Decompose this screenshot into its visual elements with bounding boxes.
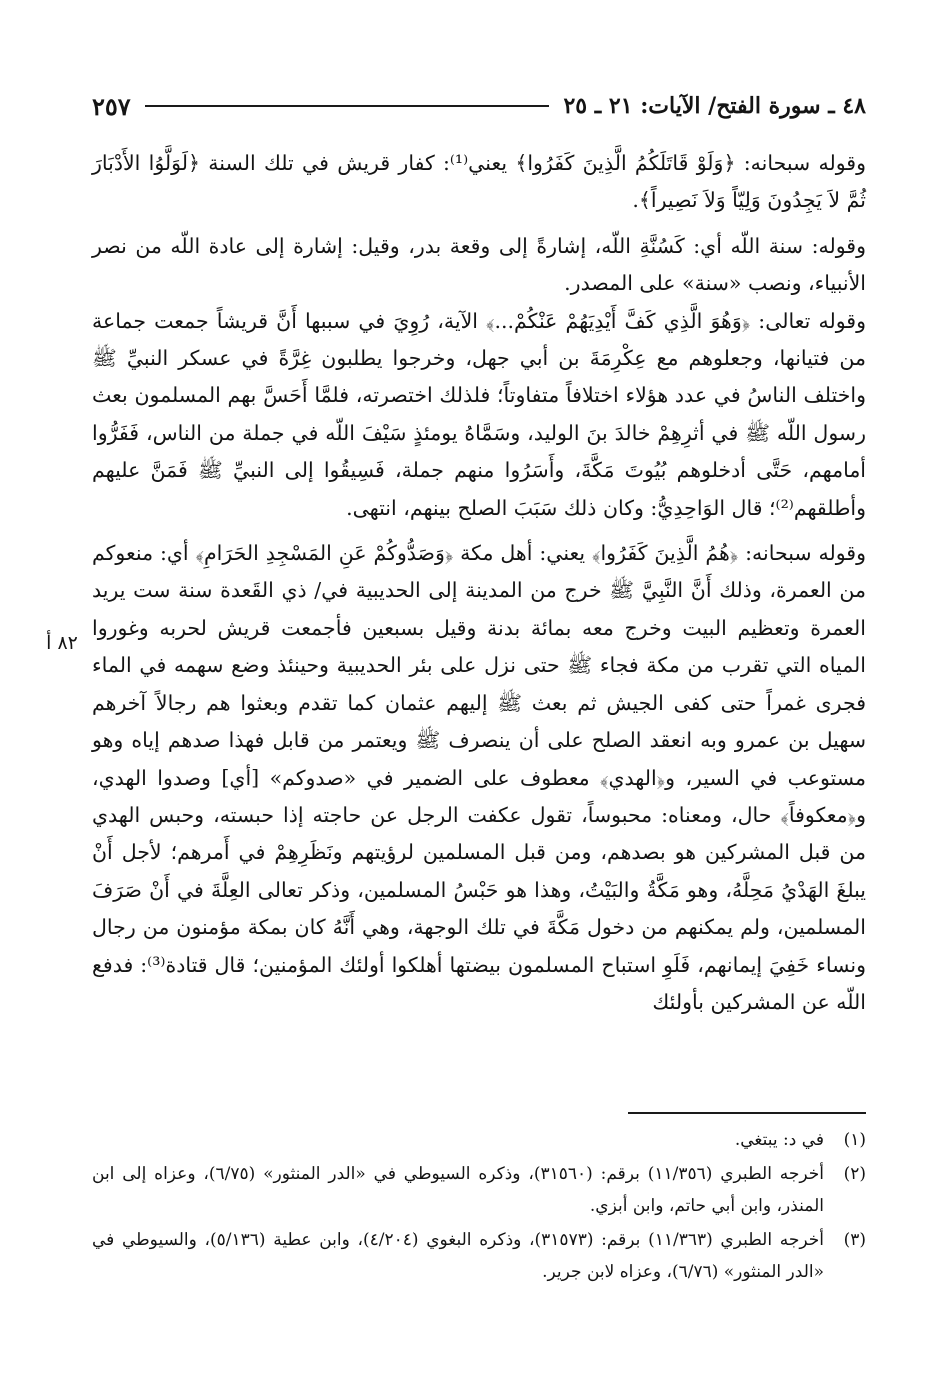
footnote-text: أخرجه الطبري (١١/٣٥٦) برقم: (٣١٥٦٠)، وذكره السيوطي في «الدر المنثور» (٦/٧٥)، وعزاه إلى ابن المنذر، وابن أبي حاتم، وابن أبزي. xyxy=(92,1164,824,1216)
running-header xyxy=(92,86,866,126)
footnotes xyxy=(92,1124,866,1290)
chapter-title: ٤٨ ـ سورة الفتح/ الآيات: ٢١ ـ ٢٥ xyxy=(563,93,866,119)
footnote-text: أخرجه الطبري (١١/٣٦٣) برقم: (٣١٥٧٣)، وذكره البغوي (٤/٢٠٤)، وابن عطية (٥/١٣٦)، والسيوطي في «الدر المنثور» (٦/٧٦)، وعزاه لابن جرير. xyxy=(92,1230,824,1282)
footnote-number: (١) xyxy=(843,1130,866,1150)
main-text xyxy=(92,145,866,1021)
footnote-item xyxy=(92,1158,866,1222)
paragraph: وقوله تعالى: ﴿وَهُوَ الَّذِي كَفَّ أَيْدِيَهُمْ عَنْكُمْ...﴾ الآية، رُوِيَ في سببها أَنَّ قريشاً جمعت جماعة من فتيانها، وجعلوهم مع عِكْرِمَةَ بن أبي جهل، وخرجوا يطلبون غِرَّةً في عسكر النبيِّ ﷺ واختلف الناسُ في عدد هؤلاء اختلافاً متفاوتاً؛ فلذلك اختصرته، فلمَّا أَحَسَّ بهم المسلمون بعث رسول اللّه ﷺ في أثرِهِمْ خالدَ بنَ الوليد، وسَمَّاهُ يومئذٍ سَيْفَ اللّه في جملة من الناس، فَفَرُّوا أمامهم، حَتَّى أدخلوهم بُيُوتَ مَكَّةَ، وأَسَرُوا منهم جملة، فَسِيقُوا إلى النبيِّ ﷺ فَمَنَّ عليهم وأطلقهم⁽²⁾؛ قال الوَاحِدِيُّ: وكان ذلك سَبَبَ الصلح بينهم، انتهى. xyxy=(92,308,866,520)
footnote-number: (٢) xyxy=(843,1164,866,1184)
paragraph: وقوله سبحانه: ﴿هُمُ الَّذِينَ كَفَرُوا﴾ يعني: أهل مكة ﴿وَصَدُّوكُمْ عَنِ المَسْجِدِ الحَرَامِ﴾ أي: منعوكم من العمرة، وذلك أَنَّ النَّبِيَّ ﷺ خرج من المدينة إلى الحديبية في/ ذي القَعدة سنة ست يريد العمرة وتعظيم البيت وخرج معه بمائة بدنة وقيل بسبعين فأجمعت قريش لحربه وغوروا المياه التي تقرب من مكة فجاء ﷺ حتى نزل على بئر الحديبية وحينئذ وضع سهمه في الماء فجرى غمراً حتى كفى الجيش ثم بعث ﷺ إليهم عثمان كما تقدم وبعثوا هم رجالاً آخرهم سهيل بن عمرو وبه انعقد الصلح على أن ينصرف ﷺ ويعتمر من قابل فهذا صدهم إياه وهو مستوعب في السير، و﴿الهدي﴾ معطوف على الضمير في «صدوكم» [أي] وصدوا الهدي، و﴿معكوفاً﴾ حال، ومعناه: محبوساً، تقول عكفت الرجل عن حاجته إذا حبسته، وحبس الهدي من قبل المشركين هو بصدهم، ومن قبل المسلمين لرؤيتهم ونَظَرِهِمْ في أَمرهم؛ لأجل أَنْ يبلغَ الهَدْيُ مَحِلَّهُ، وهو مَكَّةُ والبَيْتُ، وهذا هو حَبْسُ المسلمين، وذكر تعالى العِلَّةَ في أَنْ صَرَفَ المسلمين، ولم يمكنهم من دخول مَكَّةَ في تلك الوجهة، وهي أَنَّهُ كان بمكة مؤمنون من رجال ونساء خَفِيَ إيمانهم، فَلَوِ استباح المسلمون بيضتها أهلكوا أولئك المؤمنين؛ قال قتادة⁽³⁾: فدفع اللّه عن المشركين بأولئك xyxy=(92,541,866,1014)
footnote-item xyxy=(92,1224,866,1288)
footnote-text: في د: يبتغي. xyxy=(734,1130,824,1150)
page-number: ٢٥٧ xyxy=(92,91,131,121)
footnote-rule xyxy=(628,1112,866,1114)
paragraph: وقوله سبحانه: ﴿وَلَوْ قَاتَلَكُمُ الَّذِينَ كَفَرُوا﴾ يعني⁽¹⁾: كفار قريش في تلك السنة ﴿لَوَلَّوُا الأَدْبَارَ ثُمَّ لاَ يَجِدُونَ وَلِيّاً وَلاَ نَصِيراً﴾. xyxy=(92,151,866,213)
footnote-item xyxy=(92,1124,866,1156)
manuscript-folio-note: ٨٢ أ xyxy=(46,632,78,654)
paragraph: وقوله: سنة اللّه أي: كَسُنَّةِ اللّه، إشارةً إلى وقعة بدر، وقيل: إشارة إلى عادة اللّه من نصر الأنبياء، ونصب «سنة» على المصدر. xyxy=(92,233,866,296)
header-rule xyxy=(145,105,550,107)
footnote-number: (٣) xyxy=(843,1230,866,1250)
